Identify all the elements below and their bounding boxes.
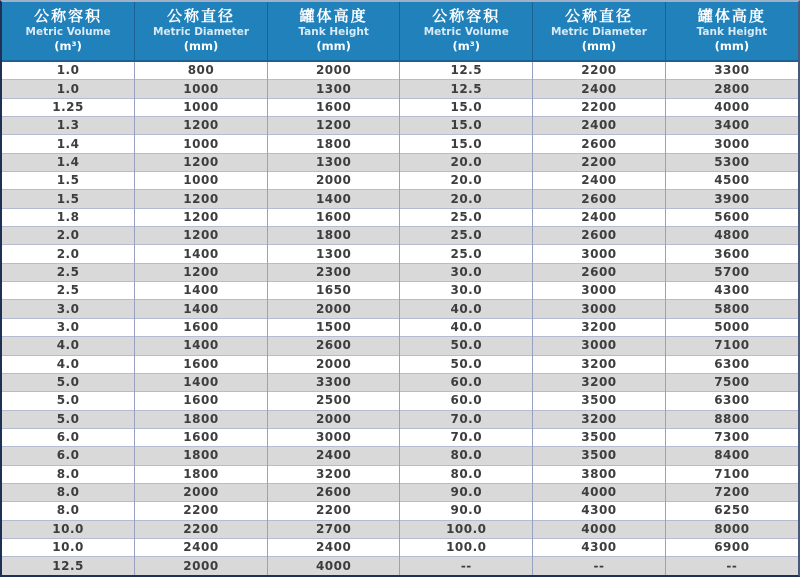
cell: 8800 xyxy=(665,410,798,428)
table-row xyxy=(2,447,798,465)
cell: 5.0 xyxy=(2,410,135,428)
cell: 6300 xyxy=(665,392,798,410)
cell: 2000 xyxy=(135,483,268,501)
cell: 2700 xyxy=(267,520,400,538)
column-header-3 xyxy=(267,2,400,61)
cell: 3200 xyxy=(533,355,666,373)
cell: 1200 xyxy=(135,263,268,281)
cell: 3900 xyxy=(665,190,798,208)
cell: 4500 xyxy=(665,172,798,190)
cell: 1400 xyxy=(135,300,268,318)
cell: 3600 xyxy=(665,245,798,263)
cell: 2800 xyxy=(665,80,798,98)
cell: 8.0 xyxy=(2,483,135,501)
cell: 1200 xyxy=(267,117,400,135)
cell: 2400 xyxy=(533,117,666,135)
cell: 1300 xyxy=(267,80,400,98)
cell: 1200 xyxy=(135,117,268,135)
column-title-en: Metric Volume xyxy=(423,25,509,38)
cell: 3000 xyxy=(533,282,666,300)
cell: 25.0 xyxy=(400,208,533,226)
cell: 7100 xyxy=(665,465,798,483)
cell: 4000 xyxy=(533,483,666,501)
cell: 3300 xyxy=(665,61,798,80)
cell: 2000 xyxy=(267,300,400,318)
cell: 4300 xyxy=(533,538,666,556)
cell: 5300 xyxy=(665,153,798,171)
table-header xyxy=(2,2,798,61)
cell: 3200 xyxy=(533,410,666,428)
table-row xyxy=(2,263,798,281)
cell: 2400 xyxy=(267,538,400,556)
column-unit: (m³) xyxy=(452,38,481,53)
table-row xyxy=(2,135,798,153)
cell: 7100 xyxy=(665,337,798,355)
cell: 2200 xyxy=(267,502,400,520)
table-row xyxy=(2,428,798,446)
table-row xyxy=(2,190,798,208)
cell: 20.0 xyxy=(400,190,533,208)
cell: 90.0 xyxy=(400,483,533,501)
cell: 2600 xyxy=(533,190,666,208)
cell: 7200 xyxy=(665,483,798,501)
cell: 3200 xyxy=(533,318,666,336)
cell: 80.0 xyxy=(400,447,533,465)
cell: 1.4 xyxy=(2,135,135,153)
table-row xyxy=(2,153,798,171)
cell: 2600 xyxy=(533,227,666,245)
cell: 90.0 xyxy=(400,502,533,520)
cell: 15.0 xyxy=(400,135,533,153)
table-body xyxy=(2,61,798,575)
cell: 5800 xyxy=(665,300,798,318)
table-row xyxy=(2,557,798,575)
cell: 800 xyxy=(135,61,268,80)
cell: 30.0 xyxy=(400,282,533,300)
cell: 2.0 xyxy=(2,245,135,263)
table-row xyxy=(2,227,798,245)
table-row xyxy=(2,337,798,355)
column-header-6 xyxy=(665,2,798,61)
cell: 4000 xyxy=(665,98,798,116)
column-title-zh: 公称直径 xyxy=(166,6,235,25)
cell: 1400 xyxy=(135,373,268,391)
cell: 1000 xyxy=(135,80,268,98)
cell: 4.0 xyxy=(2,337,135,355)
cell: 3000 xyxy=(533,245,666,263)
table-row xyxy=(2,410,798,428)
cell: 2400 xyxy=(533,208,666,226)
cell: 2600 xyxy=(533,135,666,153)
cell: 3200 xyxy=(533,373,666,391)
cell: 1600 xyxy=(135,392,268,410)
column-unit: (mm) xyxy=(183,38,219,53)
cell: 8.0 xyxy=(2,502,135,520)
cell: 25.0 xyxy=(400,245,533,263)
cell: 2000 xyxy=(135,557,268,575)
table-row xyxy=(2,208,798,226)
cell: 8.0 xyxy=(2,465,135,483)
cell: 1.4 xyxy=(2,153,135,171)
cell: 1800 xyxy=(267,227,400,245)
cell: 5000 xyxy=(665,318,798,336)
cell: 2200 xyxy=(135,520,268,538)
column-title-zh: 罐体高度 xyxy=(697,6,766,25)
cell: 1300 xyxy=(267,245,400,263)
cell: 12.5 xyxy=(400,80,533,98)
column-header-2 xyxy=(135,2,268,61)
cell: 1200 xyxy=(135,153,268,171)
table-row xyxy=(2,465,798,483)
cell: 1650 xyxy=(267,282,400,300)
cell: 3500 xyxy=(533,447,666,465)
column-header-5 xyxy=(533,2,666,61)
table-row xyxy=(2,172,798,190)
cell: 20.0 xyxy=(400,172,533,190)
cell: 12.5 xyxy=(2,557,135,575)
cell: 4300 xyxy=(533,502,666,520)
cell: 2000 xyxy=(267,355,400,373)
cell: 1800 xyxy=(135,447,268,465)
table-row xyxy=(2,538,798,556)
cell: 6250 xyxy=(665,502,798,520)
cell: 1400 xyxy=(135,282,268,300)
cell: 1600 xyxy=(267,98,400,116)
cell: 5600 xyxy=(665,208,798,226)
cell: 1500 xyxy=(267,318,400,336)
cell: 40.0 xyxy=(400,318,533,336)
cell: -- xyxy=(665,557,798,575)
cell: 2.0 xyxy=(2,227,135,245)
column-title-zh: 公称直径 xyxy=(564,6,633,25)
cell: 40.0 xyxy=(400,300,533,318)
column-title-en: Tank Height xyxy=(696,25,768,38)
cell: 5.0 xyxy=(2,373,135,391)
cell: 7500 xyxy=(665,373,798,391)
column-unit: (mm) xyxy=(316,38,351,53)
table-row xyxy=(2,61,798,80)
column-unit: (mm) xyxy=(714,38,750,53)
cell: 1600 xyxy=(267,208,400,226)
cell: 1.5 xyxy=(2,190,135,208)
cell: 12.5 xyxy=(400,61,533,80)
table-row xyxy=(2,355,798,373)
cell: 1400 xyxy=(135,245,268,263)
cell: 6.0 xyxy=(2,428,135,446)
column-header-4 xyxy=(400,2,533,61)
cell: 3800 xyxy=(533,465,666,483)
table-row xyxy=(2,80,798,98)
table-row xyxy=(2,520,798,538)
cell: -- xyxy=(533,557,666,575)
cell: 3.0 xyxy=(2,318,135,336)
cell: 4000 xyxy=(533,520,666,538)
column-unit: (mm) xyxy=(581,38,617,53)
cell: 2400 xyxy=(135,538,268,556)
cell: 100.0 xyxy=(400,538,533,556)
cell: 3000 xyxy=(533,300,666,318)
cell: 2000 xyxy=(267,61,400,80)
cell: 25.0 xyxy=(400,227,533,245)
table-row xyxy=(2,502,798,520)
cell: 4800 xyxy=(665,227,798,245)
cell: 2500 xyxy=(267,392,400,410)
cell: 1.8 xyxy=(2,208,135,226)
cell: 50.0 xyxy=(400,337,533,355)
cell: 2000 xyxy=(267,410,400,428)
cell: 3400 xyxy=(665,117,798,135)
cell: 3.0 xyxy=(2,300,135,318)
cell: 1800 xyxy=(135,410,268,428)
column-title-zh: 公称容积 xyxy=(34,6,103,25)
column-title-en: Metric Volume xyxy=(25,25,111,38)
cell: 5.0 xyxy=(2,392,135,410)
cell: 10.0 xyxy=(2,538,135,556)
column-title-en: Metric Diameter xyxy=(152,25,249,38)
table-row xyxy=(2,373,798,391)
cell: -- xyxy=(400,557,533,575)
cell: 6900 xyxy=(665,538,798,556)
cell: 8400 xyxy=(665,447,798,465)
table-row xyxy=(2,98,798,116)
cell: 3000 xyxy=(533,337,666,355)
column-title-en: Metric Diameter xyxy=(550,25,647,38)
cell: 1.3 xyxy=(2,117,135,135)
cell: 3500 xyxy=(533,428,666,446)
cell: 1800 xyxy=(267,135,400,153)
column-title-en: Tank Height xyxy=(298,25,369,38)
table-row xyxy=(2,245,798,263)
cell: 3000 xyxy=(665,135,798,153)
cell: 80.0 xyxy=(400,465,533,483)
cell: 5700 xyxy=(665,263,798,281)
cell: 2300 xyxy=(267,263,400,281)
cell: 2200 xyxy=(533,61,666,80)
cell: 1000 xyxy=(135,135,268,153)
cell: 1300 xyxy=(267,153,400,171)
cell: 7300 xyxy=(665,428,798,446)
cell: 2400 xyxy=(267,447,400,465)
cell: 1.5 xyxy=(2,172,135,190)
table-row xyxy=(2,483,798,501)
cell: 3000 xyxy=(267,428,400,446)
table-row xyxy=(2,282,798,300)
table-row xyxy=(2,318,798,336)
cell: 4300 xyxy=(665,282,798,300)
cell: 6300 xyxy=(665,355,798,373)
cell: 2200 xyxy=(135,502,268,520)
cell: 1400 xyxy=(135,337,268,355)
cell: 20.0 xyxy=(400,153,533,171)
cell: 1000 xyxy=(135,98,268,116)
cell: 2200 xyxy=(533,153,666,171)
cell: 1200 xyxy=(135,208,268,226)
cell: 70.0 xyxy=(400,410,533,428)
cell: 1400 xyxy=(267,190,400,208)
cell: 2600 xyxy=(533,263,666,281)
cell: 4000 xyxy=(267,557,400,575)
cell: 50.0 xyxy=(400,355,533,373)
cell: 2.5 xyxy=(2,263,135,281)
cell: 1800 xyxy=(135,465,268,483)
cell: 2400 xyxy=(533,172,666,190)
cell: 1.25 xyxy=(2,98,135,116)
cell: 1200 xyxy=(135,227,268,245)
cell: 1.0 xyxy=(56,63,80,78)
cell: 60.0 xyxy=(400,392,533,410)
cell: 2600 xyxy=(267,483,400,501)
cell: 4.0 xyxy=(2,355,135,373)
column-unit: (m³) xyxy=(54,38,82,53)
cell: 2400 xyxy=(533,80,666,98)
cell: 15.0 xyxy=(400,98,533,116)
table-row xyxy=(2,117,798,135)
cell: 3300 xyxy=(267,373,400,391)
table-row xyxy=(2,300,798,318)
table-row xyxy=(2,392,798,410)
column-title-zh: 公称容积 xyxy=(432,6,501,25)
cell: 1.0 xyxy=(2,80,135,98)
cell: 60.0 xyxy=(400,373,533,391)
cell: 8000 xyxy=(665,520,798,538)
cell: 100.0 xyxy=(400,520,533,538)
column-title-zh: 罐体高度 xyxy=(299,6,368,25)
cell: 2.5 xyxy=(2,282,135,300)
cell: 6.0 xyxy=(2,447,135,465)
cell: 15.0 xyxy=(400,117,533,135)
cell: 3200 xyxy=(267,465,400,483)
cell: 30.0 xyxy=(400,263,533,281)
cell: 1600 xyxy=(135,318,268,336)
cell: 1000 xyxy=(135,172,268,190)
cell: 3500 xyxy=(533,392,666,410)
cell: 2600 xyxy=(267,337,400,355)
cell: 2000 xyxy=(267,172,400,190)
header-row xyxy=(2,2,798,61)
cell: 1200 xyxy=(135,190,268,208)
spec-table xyxy=(2,2,798,575)
cell: 1600 xyxy=(135,428,268,446)
cell: 70.0 xyxy=(400,428,533,446)
cell: 2200 xyxy=(533,98,666,116)
cell: 1600 xyxy=(135,355,268,373)
cell: 10.0 xyxy=(2,520,135,538)
column-header-1 xyxy=(2,2,135,61)
